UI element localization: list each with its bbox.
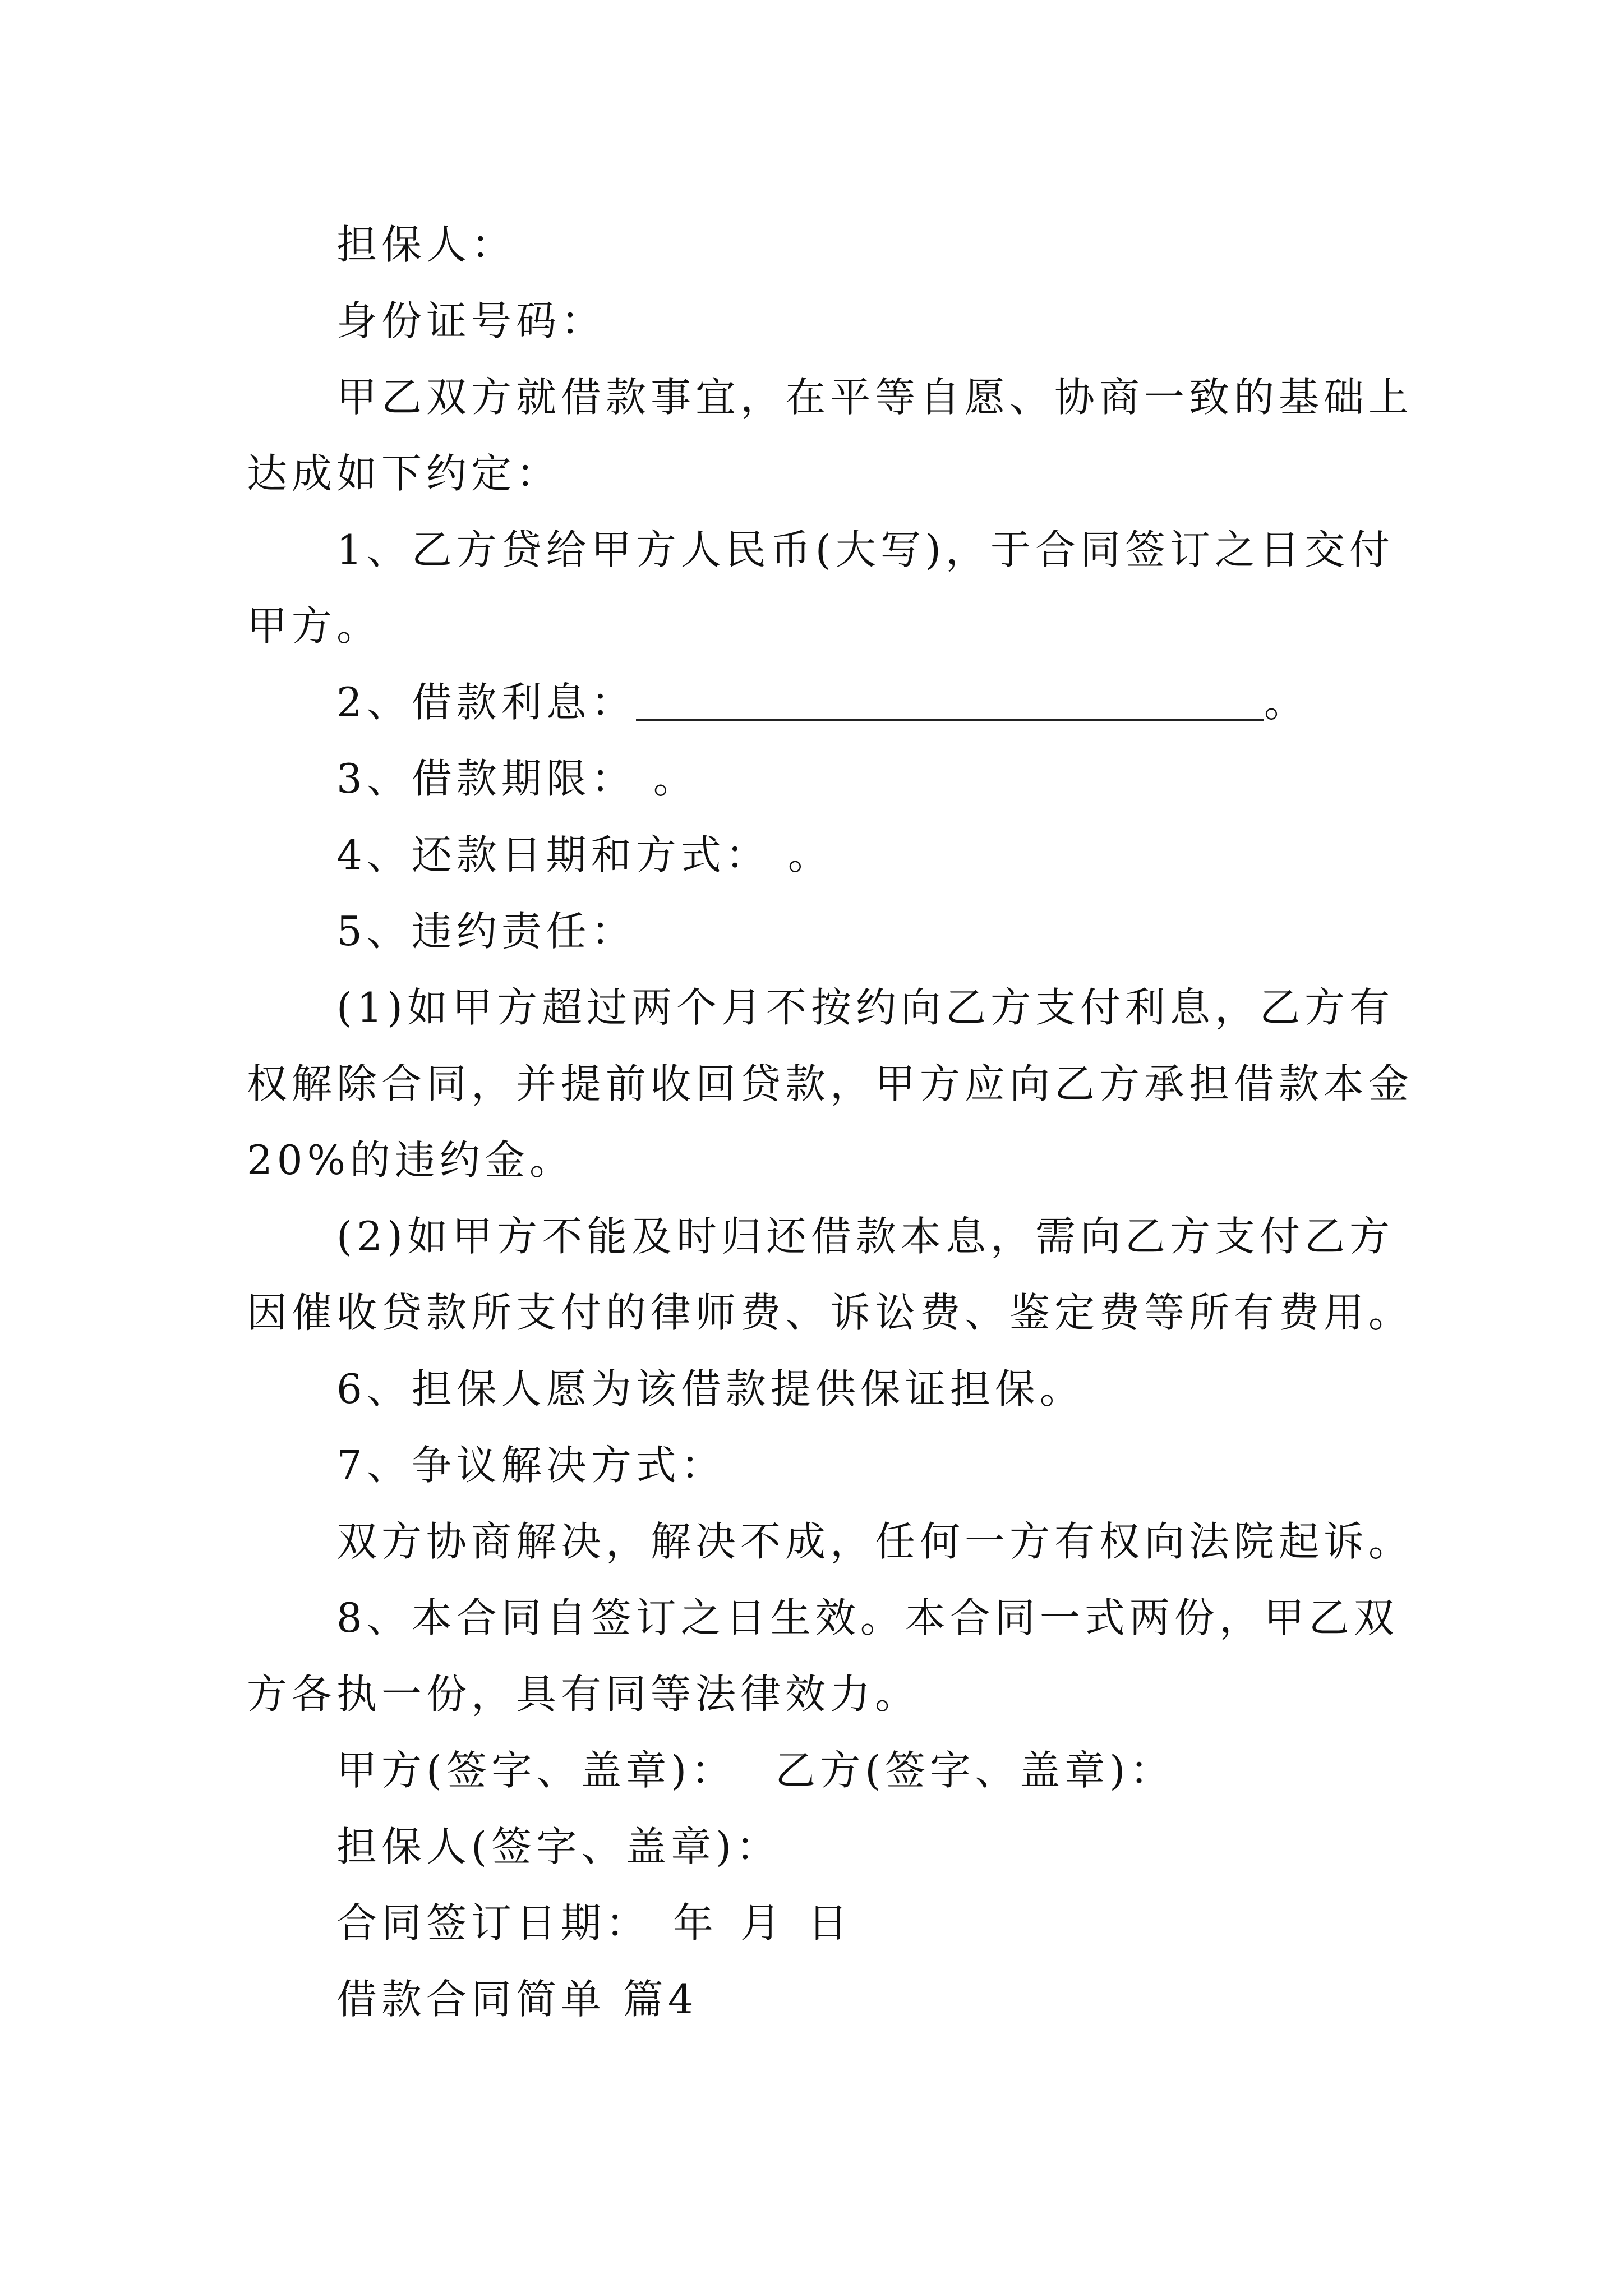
clause-5-2-line-2: 因催收贷款所支付的律师费、诉讼费、鉴定费等所有费用。 bbox=[247, 1289, 1414, 1336]
contract-date-line bbox=[336, 1895, 852, 1951]
date-year: 年 bbox=[673, 1899, 718, 1947]
contract-date-label: 合同签订日期： bbox=[336, 1899, 651, 1947]
clause-5-1-line-2: 权解除合同，并提前收回贷款，甲方应向乙方承担借款本金 bbox=[247, 1060, 1414, 1107]
party-a-signature-label: 甲方(签字、盖章)： bbox=[336, 1747, 736, 1794]
date-day: 日 bbox=[808, 1899, 853, 1947]
clause-8-line-1: 8、本合同自签订之日生效。本合同一式两份，甲乙双 bbox=[336, 1594, 1399, 1641]
clause-6-guarantee: 6、担保人愿为该借款提供保证担保。 bbox=[336, 1365, 1085, 1412]
guarantor-signature-label: 担保人(签字、盖章)： bbox=[336, 1823, 781, 1870]
interest-end: 。 bbox=[1264, 679, 1309, 726]
clause-1-line-1: 1、乙方贷给甲方人民币(大写)，于合同签订之日交付 bbox=[336, 526, 1394, 573]
clause-8-line-2: 方各执一份，具有同等法律效力。 bbox=[247, 1671, 920, 1718]
agreement-intro-line-2: 达成如下约定： bbox=[247, 450, 561, 497]
party-b-signature-label: 乙方(签字、盖章)： bbox=[775, 1747, 1175, 1794]
guarantor-label: 担保人： bbox=[336, 221, 517, 268]
interest-blank-underline bbox=[636, 679, 1264, 721]
clause-2-interest bbox=[336, 674, 1309, 730]
clause-1-line-2: 甲方。 bbox=[247, 602, 382, 650]
clause-3-term: 3、借款期限： 。 bbox=[336, 755, 698, 802]
clause-7-dispute: 7、争议解决方式： bbox=[336, 1442, 726, 1489]
clause-5-liability: 5、违约责任： bbox=[336, 908, 636, 955]
clause-5-1-line-1: (1)如甲方超过两个月不按约向乙方支付利息，乙方有 bbox=[336, 984, 1394, 1031]
clause-4-repayment: 4、还款日期和方式： 。 bbox=[336, 831, 833, 878]
clause-5-2-line-1: (2)如甲方不能及时归还借款本息，需向乙方支付乙方 bbox=[336, 1213, 1394, 1260]
clause-7-resolution: 双方协商解决，解决不成，任何一方有权向法院起诉。 bbox=[336, 1518, 1414, 1565]
clause-5-1-line-3: 20%的违约金。 bbox=[247, 1137, 575, 1184]
section-heading: 借款合同简单 篇4 bbox=[336, 1976, 698, 2023]
interest-label: 2、借款利息： bbox=[336, 679, 636, 726]
signature-line-parties bbox=[336, 1742, 1174, 1798]
id-number-label: 身份证号码： bbox=[336, 297, 606, 344]
agreement-intro-line-1: 甲乙双方就借款事宜，在平等自愿、协商一致的基础上 bbox=[336, 374, 1414, 421]
date-month: 月 bbox=[740, 1899, 786, 1947]
